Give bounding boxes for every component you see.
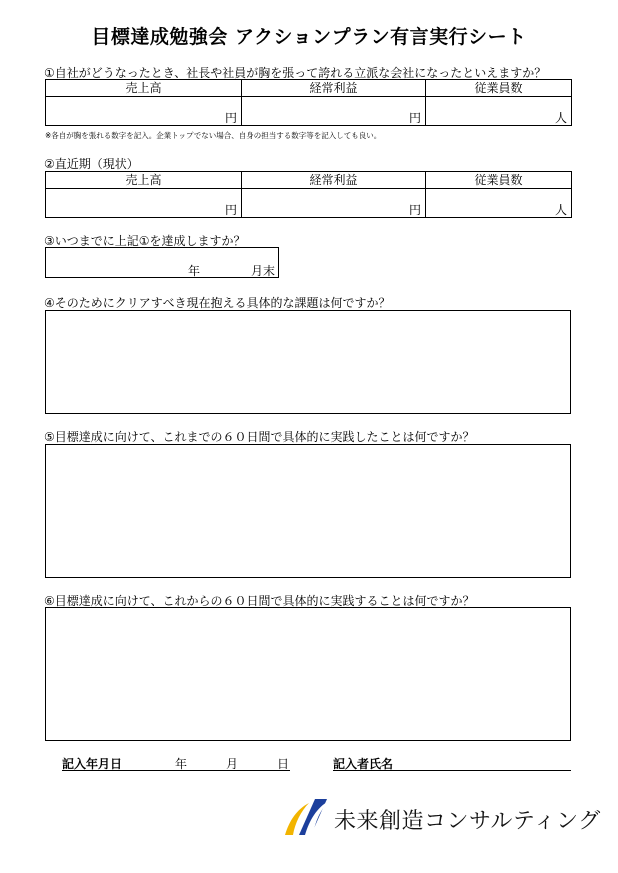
company-logo-icon	[281, 795, 331, 837]
q2-header-profit: 経常利益	[242, 172, 426, 189]
company-name: 未来創造コンサルティング	[334, 809, 601, 834]
q1-profit-field[interactable]	[242, 97, 426, 126]
q1-table	[45, 79, 572, 126]
unit-yen: 円	[408, 111, 421, 125]
q1-note: ※各自が胸を張れる数字を記入。企業トップでない場合、自身の担当する数字等を記入しても良い。	[45, 131, 382, 140]
name-label: 記入者氏名	[333, 757, 394, 771]
q4-answer-box[interactable]	[45, 310, 571, 414]
year-unit: 年	[188, 264, 201, 278]
month-end-unit: 月末	[251, 264, 276, 278]
unit-person: 人	[554, 111, 567, 125]
date-underline[interactable]	[62, 770, 290, 771]
q1-header-profit: 経常利益	[242, 80, 426, 97]
q1-header-sales: 売上高	[46, 80, 242, 97]
q2-employees-field[interactable]	[426, 189, 572, 218]
page-title: 目標達成勉強会 アクションプラン有言実行シート	[91, 26, 527, 48]
unit-yen: 円	[224, 111, 237, 125]
q2-sales-field[interactable]	[46, 189, 242, 218]
q6-answer-box[interactable]	[45, 607, 571, 741]
q1-sales-field[interactable]	[46, 97, 242, 126]
question-5: ⑤目標達成に向けて、これまでの６０日間で具体的に実践したことは何ですか？	[44, 430, 475, 444]
q2-table	[45, 171, 572, 218]
q5-answer-box[interactable]	[45, 444, 571, 578]
date-label: 記入年月日	[62, 757, 123, 771]
day-label: 日	[277, 757, 290, 771]
q3-deadline-field[interactable]	[45, 247, 279, 278]
question-2: ②直近期（現状）	[44, 157, 139, 171]
q2-header-employees: 従業員数	[426, 172, 572, 189]
month-label: 月	[226, 757, 239, 771]
year-label: 年	[175, 757, 188, 771]
question-4: ④そのためにクリアすべき現在抱える具体的な課題は何ですか？	[44, 296, 391, 310]
question-3: ③いつまでに上記①を達成しますか？	[44, 234, 246, 248]
unit-yen: 円	[408, 203, 421, 217]
q1-header-employees: 従業員数	[426, 80, 572, 97]
question-6: ⑥目標達成に向けて、これからの６０日間で具体的に実践することは何ですか？	[44, 594, 475, 608]
q2-profit-field[interactable]	[242, 189, 426, 218]
name-underline[interactable]	[333, 770, 571, 771]
q2-header-sales: 売上高	[46, 172, 242, 189]
question-1: ①自社がどうなったとき、社長や社員が胸を張って誇れる立派な会社になったといえますか？	[44, 66, 547, 80]
q1-employees-field[interactable]	[426, 97, 572, 126]
unit-person: 人	[554, 203, 567, 217]
unit-yen: 円	[224, 203, 237, 217]
